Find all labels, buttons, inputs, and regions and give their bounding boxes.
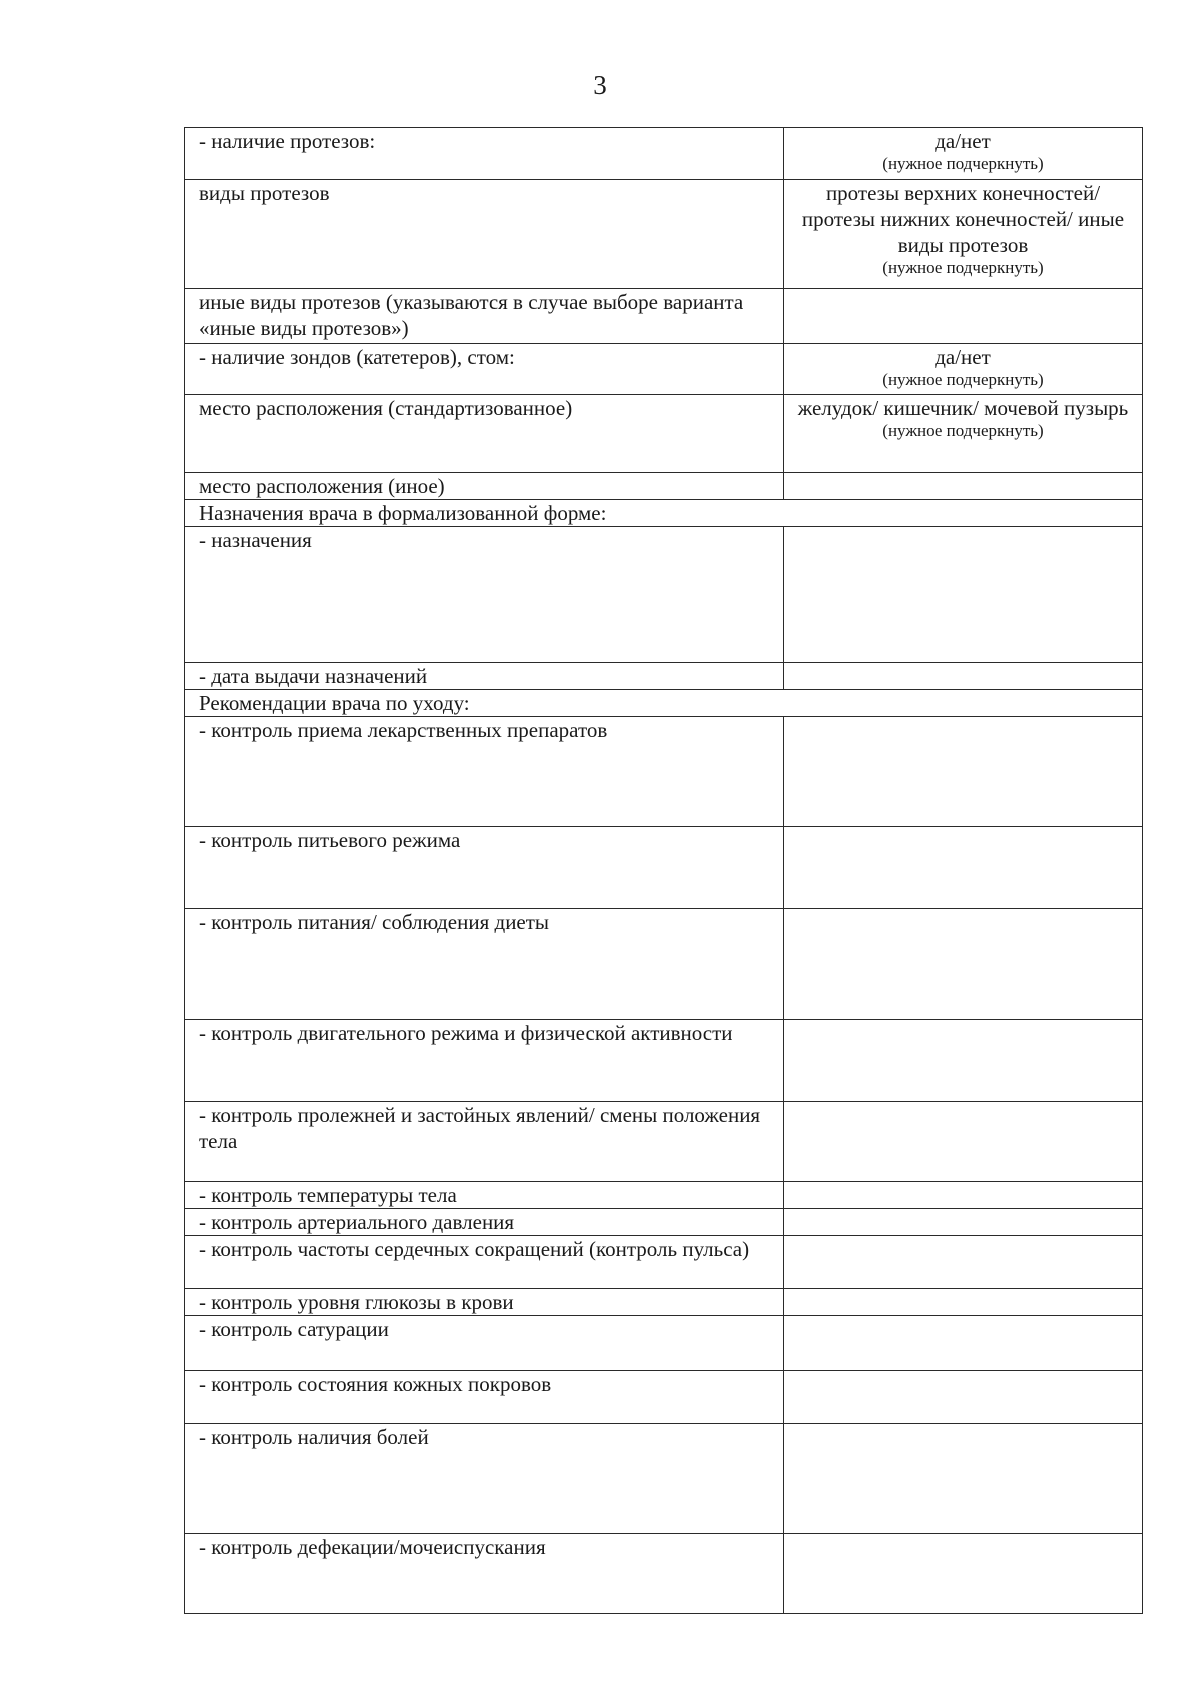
field-value-options: да/нет — [935, 345, 991, 369]
field-value-options: протезы верхних конечностей/ протезы нижних конечностей/ иные виды протезов — [801, 181, 1125, 257]
field-value-cell[interactable] — [784, 1371, 1143, 1424]
table-row — [185, 1371, 1143, 1424]
table-row — [185, 1182, 1143, 1209]
field-value-note: (нужное подчеркнуть) — [882, 154, 1044, 173]
table-row — [185, 527, 1143, 663]
care-form-table-body — [185, 128, 1143, 1614]
table-row — [185, 1020, 1143, 1102]
field-value-cell[interactable] — [784, 717, 1143, 827]
table-row — [185, 717, 1143, 827]
field-value-cell[interactable] — [784, 1020, 1143, 1102]
field-value-cell[interactable] — [784, 527, 1143, 663]
table-row — [185, 1534, 1143, 1614]
field-label: - контроль двигательного режима и физической активности — [185, 1020, 784, 1102]
table-row — [185, 395, 1143, 473]
field-value-cell[interactable] — [784, 128, 1143, 180]
table-row — [185, 1236, 1143, 1289]
table-row — [185, 1102, 1143, 1182]
table-row — [185, 1316, 1143, 1371]
field-value-cell[interactable] — [784, 1534, 1143, 1614]
table-row — [185, 473, 1143, 500]
table-row — [185, 1424, 1143, 1534]
page-number: 3 — [593, 70, 607, 100]
field-label: - контроль артериального давления — [185, 1209, 784, 1236]
field-value-cell[interactable] — [784, 1209, 1143, 1236]
field-value-note: (нужное подчеркнуть) — [882, 258, 1044, 277]
field-label: - контроль пролежней и застойных явлений/ смены положения тела — [185, 1102, 784, 1182]
table-row — [185, 1289, 1143, 1316]
field-label: - дата выдачи назначений — [185, 663, 784, 690]
field-value-cell[interactable] — [784, 1102, 1143, 1182]
table-row — [185, 827, 1143, 909]
care-form-table — [184, 127, 1143, 1614]
field-label: - контроль температуры тела — [185, 1182, 784, 1209]
field-value-cell[interactable] — [784, 180, 1143, 289]
field-label: - контроль питания/ соблюдения диеты — [185, 909, 784, 1020]
table-row — [185, 663, 1143, 690]
field-label: - контроль состояния кожных покровов — [185, 1371, 784, 1424]
table-row — [185, 289, 1143, 344]
field-label: - назначения — [185, 527, 784, 663]
field-value-cell[interactable] — [784, 395, 1143, 473]
field-value-options: да/нет — [935, 129, 991, 153]
field-label: иные виды протезов (указываются в случае выборе варианта «иные виды протезов») — [185, 289, 784, 344]
field-value-cell[interactable] — [784, 1236, 1143, 1289]
field-value-cell[interactable] — [784, 344, 1143, 395]
field-label: виды протезов — [185, 180, 784, 289]
section-heading: Рекомендации врача по уходу: — [185, 690, 1143, 717]
field-label: - наличие зондов (катетеров), стом: — [185, 344, 784, 395]
table-row — [185, 128, 1143, 180]
field-label: - контроль сатурации — [185, 1316, 784, 1371]
field-label: - контроль наличия болей — [185, 1424, 784, 1534]
field-value-cell[interactable] — [784, 909, 1143, 1020]
field-value-cell[interactable] — [784, 1424, 1143, 1534]
field-label: - контроль уровня глюкозы в крови — [185, 1289, 784, 1316]
section-heading: Назначения врача в формализованной форме: — [185, 500, 1143, 527]
field-value-cell[interactable] — [784, 1289, 1143, 1316]
field-label: - контроль дефекации/мочеиспускания — [185, 1534, 784, 1614]
field-value-cell[interactable] — [784, 1316, 1143, 1371]
table-row — [185, 1209, 1143, 1236]
field-label: - наличие протезов: — [185, 128, 784, 180]
field-value-options: желудок/ кишечник/ мочевой пузырь — [797, 396, 1129, 420]
field-label: - контроль частоты сердечных сокращений (контроль пульса) — [185, 1236, 784, 1289]
field-label: - контроль питьевого режима — [185, 827, 784, 909]
field-value-note: (нужное подчеркнуть) — [882, 421, 1044, 440]
field-label: место расположения (иное) — [185, 473, 784, 500]
field-value-note: (нужное подчеркнуть) — [882, 370, 1044, 389]
field-value-cell[interactable] — [784, 289, 1143, 344]
field-label: место расположения (стандартизованное) — [185, 395, 784, 473]
section-row — [185, 500, 1143, 527]
field-value-cell[interactable] — [784, 473, 1143, 500]
field-value-cell[interactable] — [784, 663, 1143, 690]
section-row — [185, 690, 1143, 717]
table-row — [185, 909, 1143, 1020]
field-label: - контроль приема лекарственных препаратов — [185, 717, 784, 827]
field-value-cell[interactable] — [784, 827, 1143, 909]
table-row — [185, 180, 1143, 289]
field-value-cell[interactable] — [784, 1182, 1143, 1209]
table-row — [185, 344, 1143, 395]
